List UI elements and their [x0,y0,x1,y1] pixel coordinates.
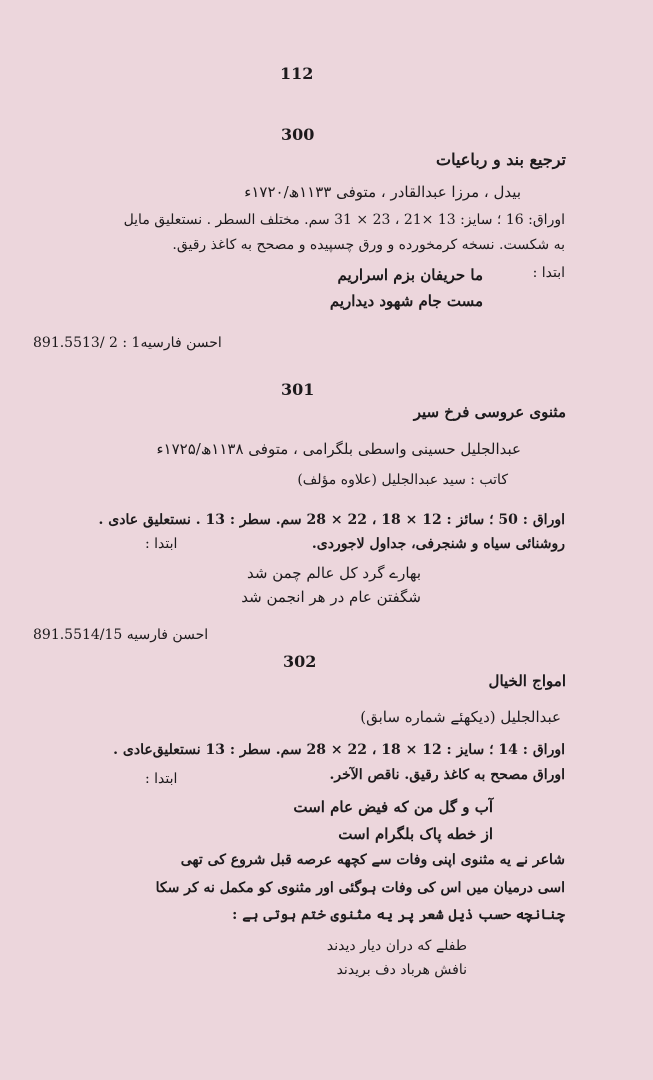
ibtida-label: ابتدا : [145,536,178,552]
verse-line: مست جام شهود دیداریم [329,292,483,310]
scribe-line: کاتب : سید عبدالجلیل (علاوه مؤلف) [297,472,508,488]
entry-description: اوراق : 50 ؛ سائز : 12 × 18 ، 22 × 28 سم. سطر : 13 . نستعلیق عادی . [98,512,565,528]
shelf-mark: احسن فارسیه1 : 2 /891.5513 [33,335,222,351]
entry-title: ترجیع بند و رباعیات [436,150,566,169]
verse-line: آب و گل من که فیض عام است [293,798,493,816]
note-line: اسی درمیان میں اس کی وفات ہوگئی اور مثنوی کو مکمل نه کر سکا [155,880,565,896]
verse-line: شگفتن عام در هر انجمن شد [241,588,421,606]
verse-line: از خطه پاک بلگرام است [338,825,493,843]
verse-line: طفلے که دران دیار دیدند [326,938,467,954]
entry-description: به شکست. نسخه کرمخورده و ورق چسپیده و مصحح به کاغذ رقیق. [172,237,565,253]
entry-description: اوراق مصحح به کاغذ رقیق. ناقص الآخر. [329,767,565,783]
entry-description: روشنائی سیاه و شنجرفی، جداول لاجوردی. [311,536,565,552]
entry-description: اوراق : 14 ؛ سایز : 12 × 18 ، 22 × 28 سم. سطر : 13 نستعلیق‌عادی . [113,742,565,758]
entry-description: اوراق: 16 ؛ سایز: 13 ×21 ، 23 × 31 سم. مختلف السطر . نستعلیق مایل [123,212,565,228]
ibtida-label: ابتدا : [145,771,178,787]
shelf-mark: احسن فارسیه 891.5514/15 [33,627,209,643]
ibtida-label: ابتدا : [532,265,565,281]
note-line: شاعر نے یه مثنوی اپنی وفات سے کچھه عرصه قبل شروع کی تھی [180,852,565,868]
verse-line: بهارے گرد کل عالم چمن شد [246,564,421,582]
entry-title: امواج الخیال [488,672,566,690]
entry-number: 300 [281,125,315,144]
entry-author: بیدل ، مرزا عبدالقادر ، متوفی ۱۱۳۳ھ/۱۷۲۰ء [244,183,521,201]
verse-line: ما حریفان بزم اسراریم [337,266,483,284]
entry-author: عبدالجلیل (دیکھئے شماره سابق) [360,708,561,726]
entry-title: مثنوی عروسی فرخ سیر [413,403,566,421]
note-line: چنانچه حسب ذیل شعر پر یه مثنوی ختم ہوتی ہے : [232,907,565,923]
entry-author: عبدالجلیل حسینی واسطی بلگرامی ، متوفی ۱۱۳۸ھ/۱۷۲۵ء [156,440,521,458]
entry-number: 301 [281,380,315,399]
verse-line: نافش هرباد دف بریدند [336,962,467,978]
page-number: 112 [280,64,314,83]
entry-number: 302 [283,652,317,671]
